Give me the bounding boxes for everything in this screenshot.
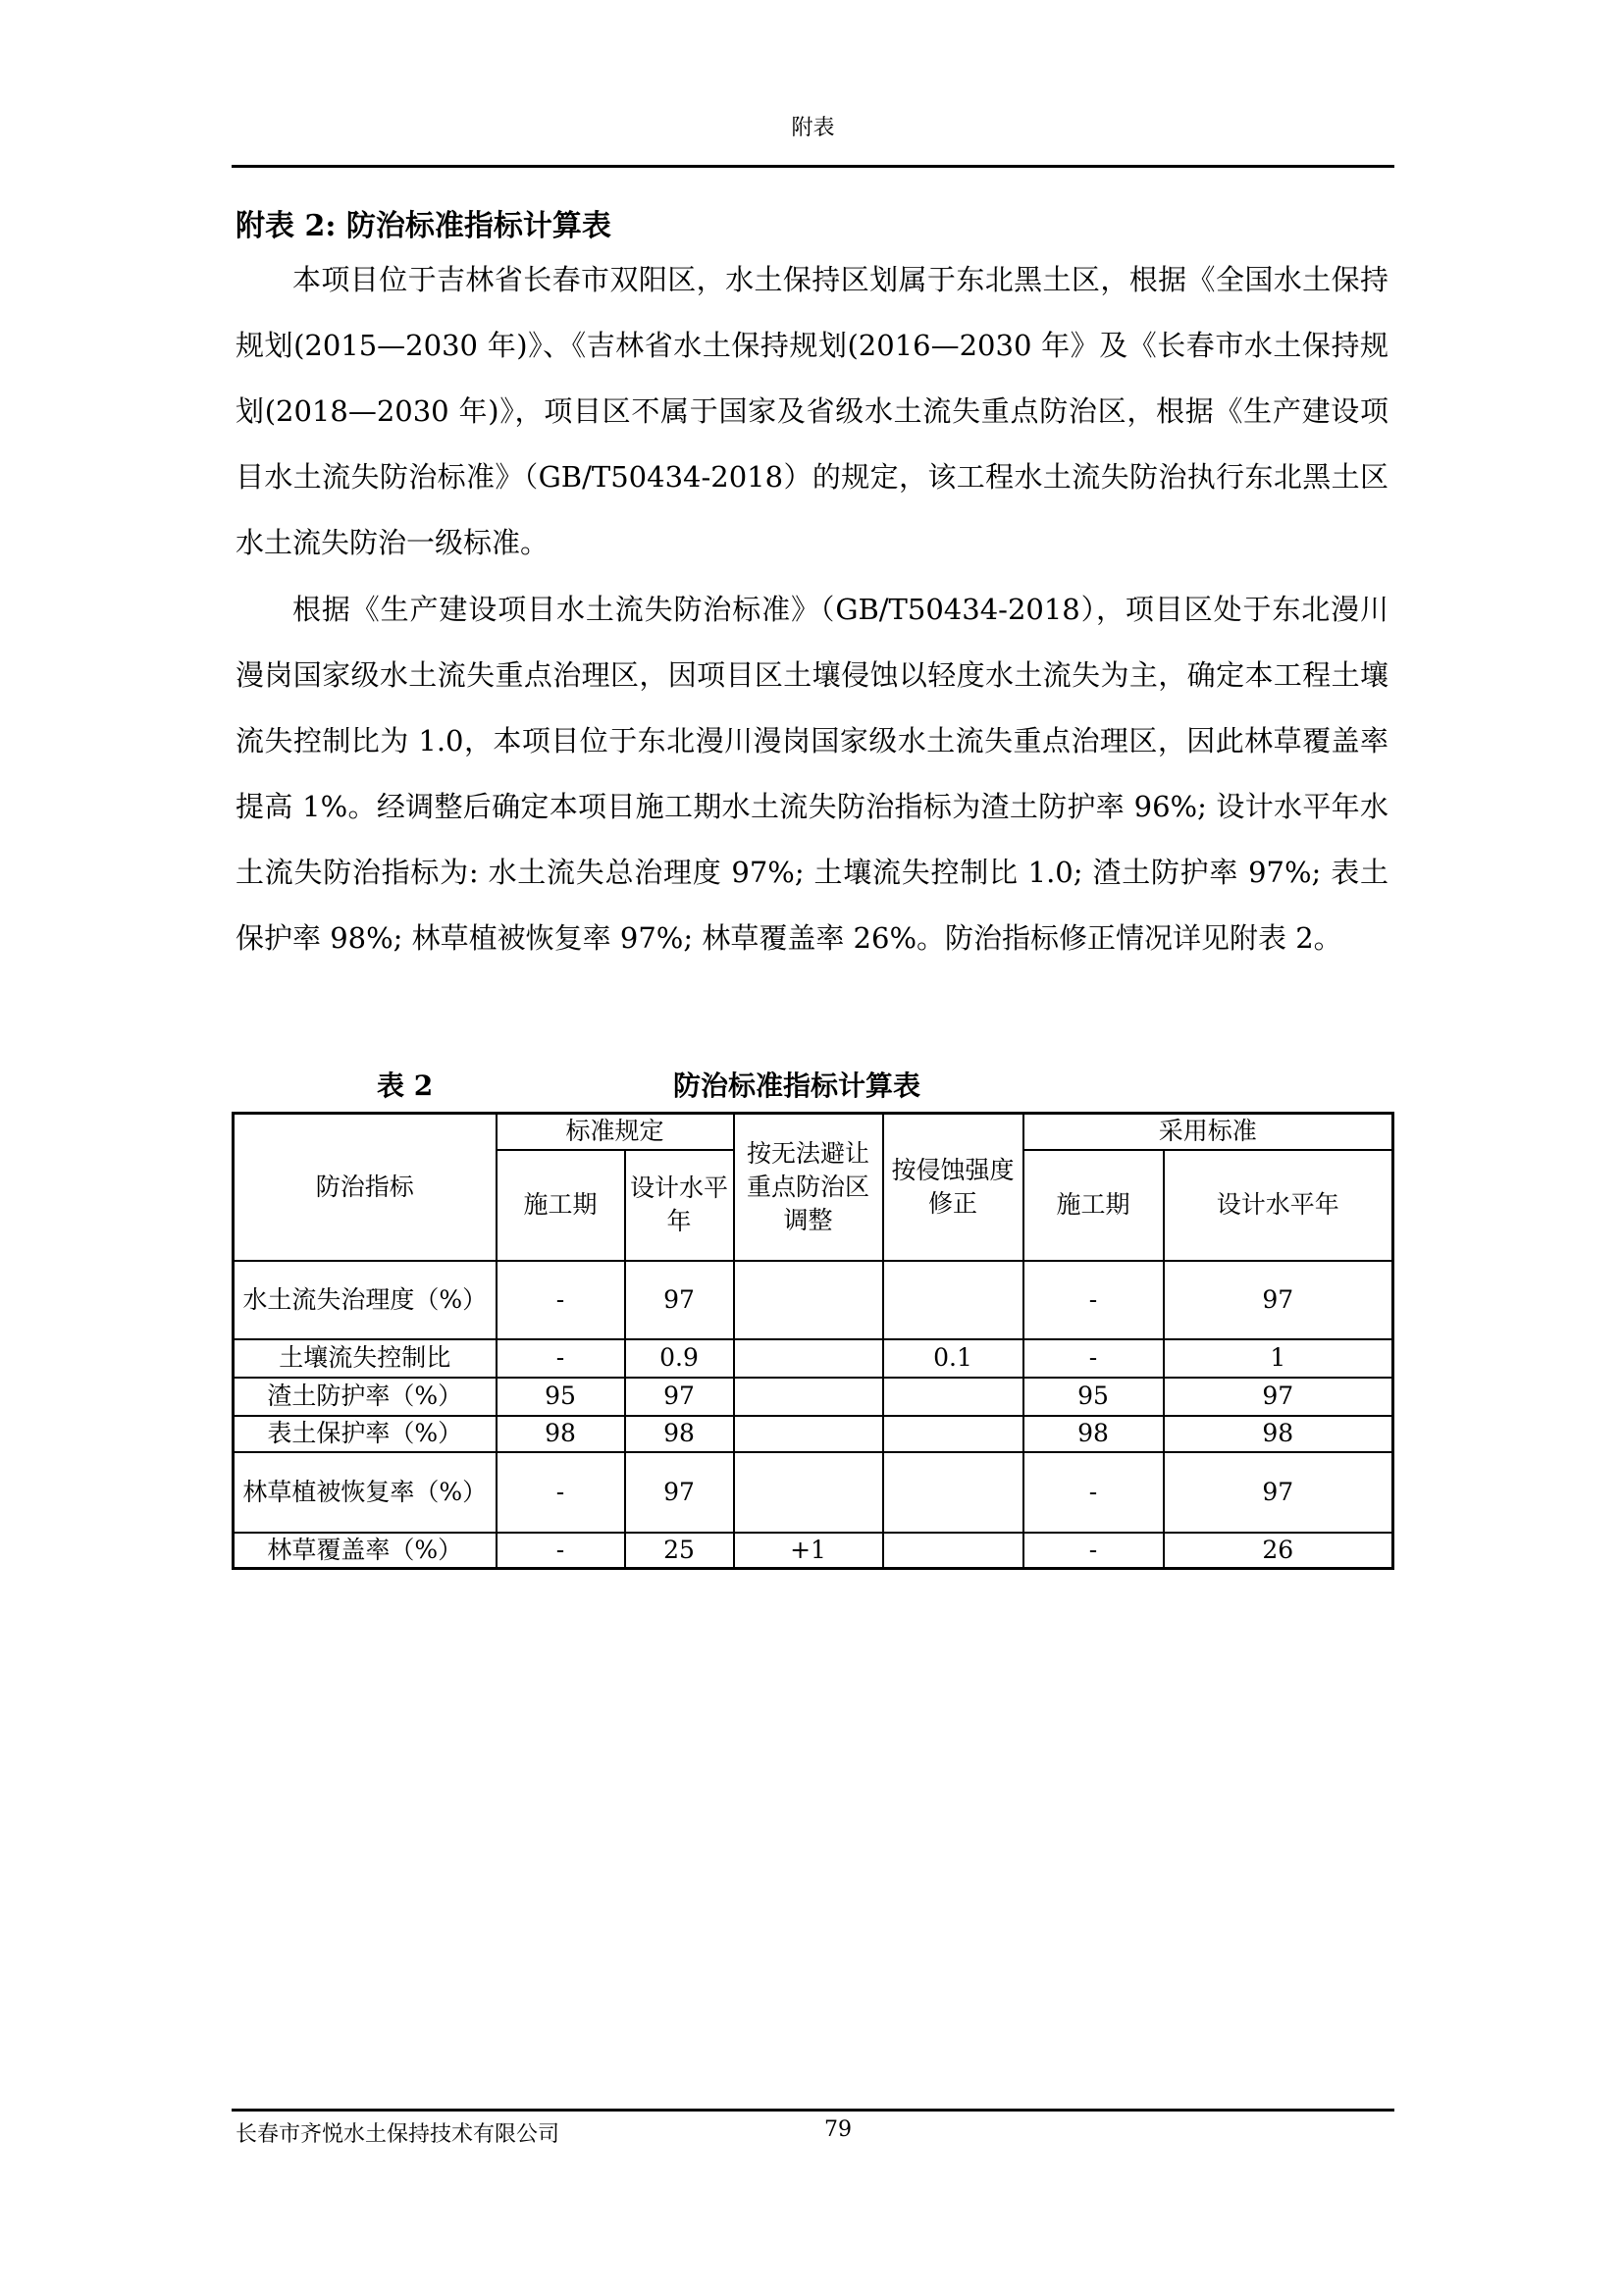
standards-table (232, 1112, 1394, 1570)
page-number: 79 (824, 2117, 852, 2142)
cell-std-d: 98 (625, 1416, 734, 1452)
cell-adj-ero (883, 1533, 1023, 1569)
cell-adj-ero (883, 1378, 1023, 1416)
cell-std-d: 97 (625, 1378, 734, 1416)
header-adopt-design: 设计水平年 (1164, 1150, 1393, 1261)
table-row (234, 1339, 1393, 1378)
paragraph: 根据《生产建设项目水土流失防治标准》（GB/T50434-2018），项目区处于东北漫川漫岗国家级水土流失重点治理区，因项目区土壤侵蚀以轻度水土流失为主，确定本工程土壤流失控制比为 1.0，本项目位于东北漫川漫岗国家级水土流失重点治理区，因此林草覆盖率提高 1%。经调整后确定本项目施工期水土流失防治指标为渣土防护率 96%; 设计水平年水土流失防治指标为: 水土流失总治理度 97%; 土壤流失控制比 1.0; 渣土防护率 97%; 表土保护率 98%; 林草植被恢复率 97%; 林草覆盖率 26%。防治指标修正情况详见附表 2。 (236, 593, 1388, 955)
cell-ado-d: 98 (1164, 1416, 1393, 1452)
table-title: 防治标准指标计算表 (673, 1069, 921, 1102)
header-adopt-construction: 施工期 (1023, 1150, 1164, 1261)
cell-ado-d: 1 (1164, 1339, 1393, 1378)
row-indicator: 渣土防护率（%） (234, 1378, 497, 1416)
cell-ado-c: - (1023, 1533, 1164, 1569)
cell-ado-c: 95 (1023, 1378, 1164, 1416)
cell-adj-ero (883, 1416, 1023, 1452)
header-rule (232, 165, 1394, 168)
table-row (234, 1533, 1393, 1569)
cell-adj-key (734, 1339, 883, 1378)
cell-adj-ero (883, 1261, 1023, 1339)
cell-ado-d: 97 (1164, 1378, 1393, 1416)
table-caption (232, 1065, 1394, 1104)
header-indicator: 防治指标 (234, 1114, 497, 1261)
running-header: 附表 (791, 116, 835, 140)
row-indicator: 表土保护率（%） (234, 1416, 497, 1452)
header-adopted-group: 采用标准 (1023, 1114, 1393, 1150)
cell-std-d: 25 (625, 1533, 734, 1569)
cell-std-c: - (497, 1261, 625, 1339)
cell-std-c: 98 (497, 1416, 625, 1452)
table-number: 表 2 (377, 1069, 434, 1102)
cell-ado-c: 98 (1023, 1416, 1164, 1452)
footer-rule (232, 2109, 1394, 2112)
cell-adj-ero (883, 1452, 1023, 1533)
cell-adj-ero: 0.1 (883, 1339, 1023, 1378)
row-indicator: 土壤流失控制比 (234, 1339, 497, 1378)
cell-adj-key: +1 (734, 1533, 883, 1569)
row-indicator: 林草覆盖率（%） (234, 1533, 497, 1569)
cell-ado-c: - (1023, 1452, 1164, 1533)
header-adjust-erosion: 按侵蚀强度修正 (883, 1114, 1023, 1261)
cell-std-c: - (497, 1533, 625, 1569)
row-indicator: 水土流失治理度（%） (234, 1261, 497, 1339)
cell-ado-c: - (1023, 1261, 1164, 1339)
section-title: 附表 2: 防治标准指标计算表 (236, 209, 611, 243)
cell-std-d: 97 (625, 1452, 734, 1533)
cell-adj-key (734, 1416, 883, 1452)
header-std-construction: 施工期 (497, 1150, 625, 1261)
cell-ado-d: 97 (1164, 1261, 1393, 1339)
cell-std-c: - (497, 1452, 625, 1533)
cell-std-d: 0.9 (625, 1339, 734, 1378)
header-standard-group: 标准规定 (497, 1114, 734, 1150)
cell-ado-c: - (1023, 1339, 1164, 1378)
cell-adj-key (734, 1378, 883, 1416)
cell-ado-d: 97 (1164, 1452, 1393, 1533)
table-row (234, 1452, 1393, 1533)
cell-std-c: 95 (497, 1378, 625, 1416)
table-row (234, 1416, 1393, 1452)
footer-company: 长春市齐悦水土保持技术有限公司 (236, 2122, 560, 2147)
header-adjust-key-area: 按无法避让重点防治区调整 (734, 1114, 883, 1261)
cell-std-d: 97 (625, 1261, 734, 1339)
table-row (234, 1378, 1393, 1416)
header-std-design: 设计水平年 (625, 1150, 734, 1261)
cell-std-c: - (497, 1339, 625, 1378)
cell-ado-d: 26 (1164, 1533, 1393, 1569)
table-row (234, 1261, 1393, 1339)
cell-adj-key (734, 1261, 883, 1339)
paragraph: 本项目位于吉林省长春市双阳区，水土保持区划属于东北黑土区，根据《全国水土保持规划(2015—2030 年)》、《吉林省水土保持规划(2016—2030 年》及《长春市水土保持规划(2018—2030 年)》，项目区不属于国家及省级水土流失重点防治区，根据《生产建设项目水土流失防治标准》（GB/T50434-2018）的规定，该工程水土流失防治执行东北黑土区水土流失防治一级标准。 (236, 263, 1388, 559)
row-indicator: 林草植被恢复率（%） (234, 1452, 497, 1533)
cell-adj-key (734, 1452, 883, 1533)
